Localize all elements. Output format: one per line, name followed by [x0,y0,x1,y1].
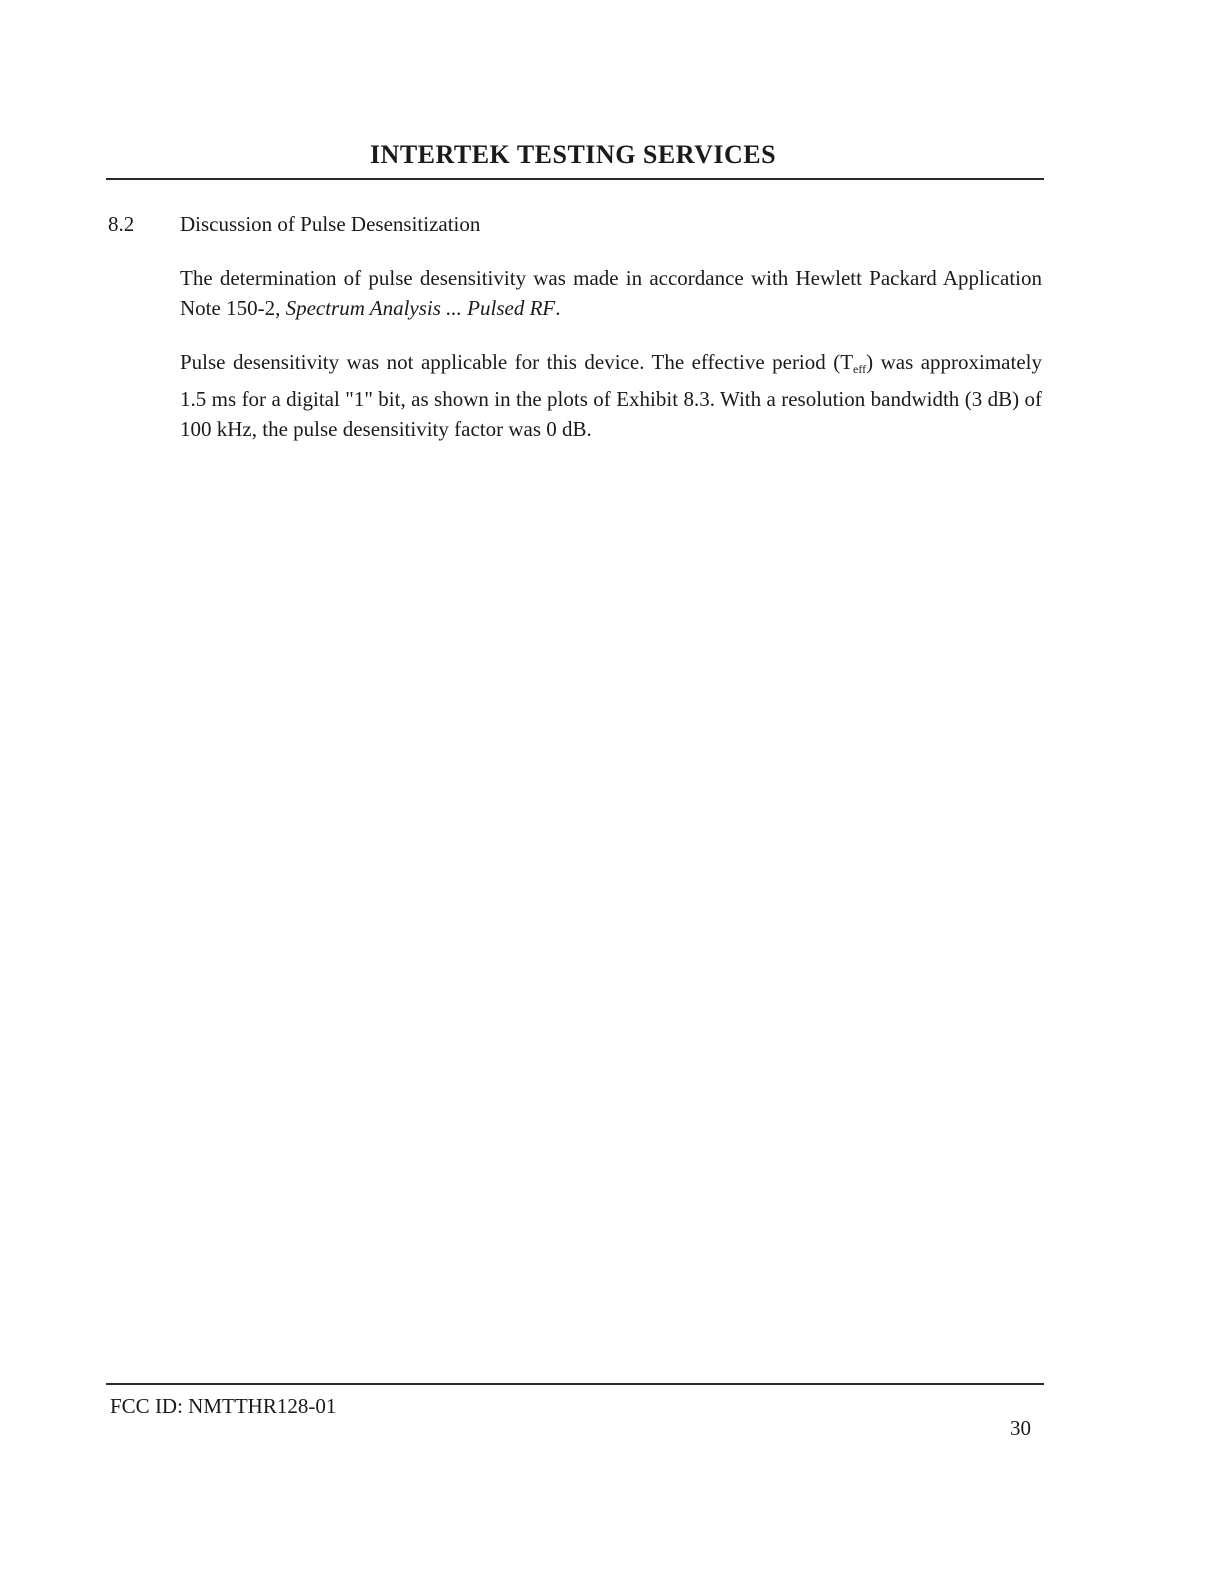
paragraph-text: Pulse desensitivity was not applicable for this device. The effective period (T [180,350,854,374]
reference-title: Spectrum Analysis ... Pulsed RF [285,296,556,320]
paragraph-result [180,347,1042,444]
paragraph-text: ) was approximately 1.5 ms for a digital "1" bit, as shown in the plots of Exhibit 8.3. With a resolution bandwidth (3 dB) of 100 kHz, the pulse desensitivity factor was 0 dB. [180,350,1042,441]
section-title: Discussion of Pulse Desensitization [180,212,481,236]
section-heading [108,212,480,237]
header-rule [106,178,1044,180]
page-number: 30 [1010,1416,1031,1440]
page-header-title: INTERTEK TESTING SERVICES [369,140,777,169]
subscript: eff [853,362,867,376]
section-number: 8.2 [108,212,135,236]
paragraph-methodology [180,263,1042,323]
paragraph-text: . [555,296,561,320]
footer-rule [106,1383,1044,1385]
paragraph-text: The determination of pulse desensitivity was made in accordance with Hewlett Packard Application Note 150-2, [180,266,1042,320]
fcc-id: FCC ID: NMTTHR128-01 [110,1394,337,1418]
